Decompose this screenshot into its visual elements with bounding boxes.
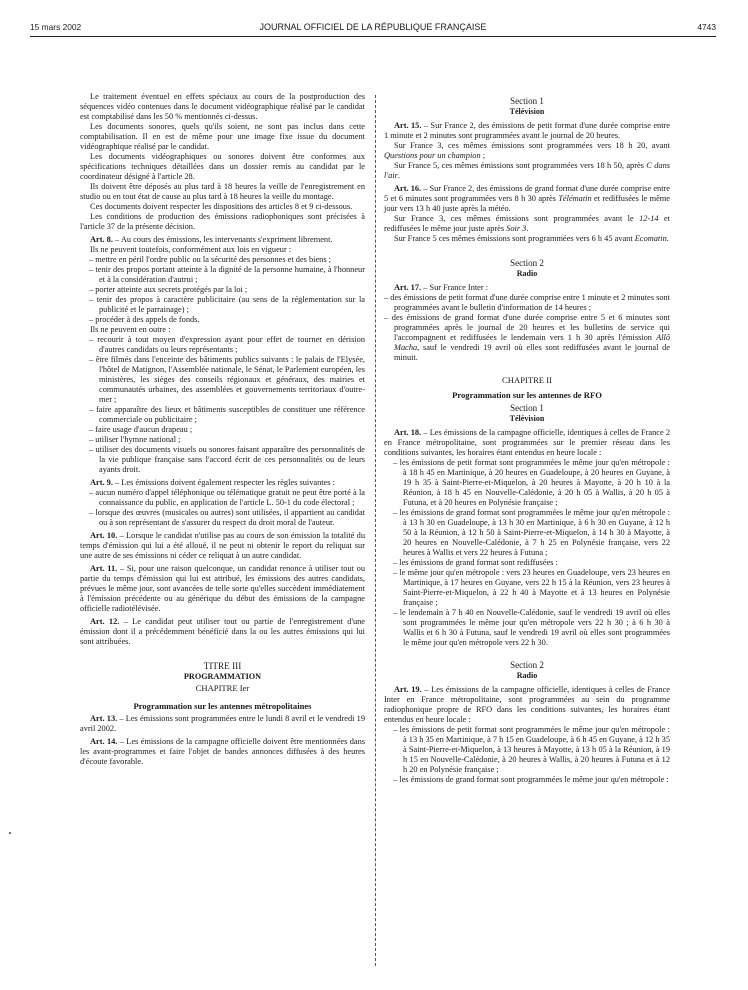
text-run: – Sur France 2, des émissions de grand format d'une durée comprise entre 5 et 6 minutes sont programmées vers 8 h 30 après [384,184,671,203]
page-number: 4743 [697,22,716,32]
programme-title: Télématin [558,194,592,203]
article-label: Art. 18. [394,428,422,437]
list-item: – tenir des propos portant atteinte à la dignité de la personne humaine, à l'honneur et à la considération d'autrui ; [89,265,365,284]
article-label: Art. 14. [90,737,118,746]
article-8-list-1 [80,255,365,325]
header-rule [30,36,716,37]
paragraph: Ils ne peuvent en outre : [90,325,171,334]
programme-title: Ecomatin [634,234,667,243]
article-label: Art. 19. [394,685,422,694]
list-item: – le lendemain à 7 h 40 en Nouvelle-Calédonie, sauf le vendredi 19 avril où elles sont programmées le même jour qu'en métropole vers 22 h 30 ; à 6 h 30 à Wallis et 6 h 30 à Futuna, sauf le vendredi 19 avril où elles sont programmées le même jour qu'en métropole vers 22 h 30. [393,608,670,647]
list-item: – les émissions de grand format sont programmées le même jour qu'en métropole : [393,775,669,784]
right-column [384,92,670,785]
text-run: Sur France 3, ces mêmes émissions sont programmées vers 18 h 20, avant [394,141,670,150]
article-label: Art. 10. [90,531,118,540]
text-run: . [397,171,400,180]
publication-date: 15 mars 2002 [30,22,82,32]
journal-title: JOURNAL OFFICIEL DE LA RÉPUBLIQUE FRANÇAISE [259,22,487,32]
section-subheading: Télévision [509,414,545,423]
article-text: – Les émissions de la campagne officielle, identiques à celles de France 2 en France métropolitaine, sont programmées sur le premier réseau dans les conditions suivantes, les horaires étant entendus en heure locale : [384,428,671,457]
article-13 [80,714,365,734]
section-subheading: Télévision [509,107,545,116]
list-item: – tenir des propos à caractère publicitaire (au sens de la réglementation sur la publicité et le parrainage) ; [89,295,365,314]
text-run: – des émissions de grand format d'une durée comprise entre 5 et 6 minutes sont programmées après le journal de 20 heures et les bulletins de service qui l'accompagnent et rediffusées le lendemain vers 1 h 30 après l'émission [384,313,670,342]
section-heading: Section 2 [510,660,544,670]
list-item: – mettre en péril l'ordre public ou la sécurité des personnes et des biens ; [89,255,332,264]
list-item: – aucun numéro d'appel téléphonique ou télématique gratuit ne peut être porté à la connaissance du public, en application de l'article L. 50-1 du code électoral ; [89,488,365,507]
paragraph: Les documents sonores, quels qu'ils soient, ne sont pas inclus dans cette comptabilisation. Il en est de même pour une image fixe issue du document vidéographique réalisé par le candidat. [80,122,365,151]
chapitre-title: Programmation sur les antennes métropolitaines [133,701,312,711]
article-text: – Lorsque le candidat n'utilise pas au cours de son émission la totalité du temps d'émission qui lui a été alloué, il ne peut ni obtenir le report du reliquat sur une autre de ses émissions ni céder ce reliquat à un autre candidat. [80,531,366,560]
article-9-list [80,488,365,528]
paragraph: Le traitement éventuel en effets spéciaux au cours de la postproduction des séquences vidéo contenues dans le document vidéographique réalisé par le candidat est comptabilisé dans les 50 % mentionnés ci-dessus. [80,92,365,121]
article-label: Art. 12. [90,617,120,626]
margin-mark [9,832,11,834]
article-label: Art. 11. [90,564,118,573]
text-run: . [526,224,529,233]
article-14 [80,737,365,767]
section-heading: Section 2 [510,258,544,268]
list-item [384,313,670,363]
programme-title: Allô Macha [394,333,670,352]
chapitre-title: Programmation sur les antennes de RFO [452,390,602,400]
article-16 [384,184,670,214]
article-19-list [384,725,670,785]
list-item: – lorsque des œuvres (musicales ou autres) sont utilisées, il appartient au candidat ou à son représentant de s'assurer du respect du droit moral de l'auteur. [89,508,365,527]
list-item: – utiliser des documents visuels ou sonores faisant apparaître des personnalités de la vie publique française sans l'accord écrit de ces personnalités ou de leurs ayants droit. [89,445,365,474]
article-18-list [384,458,670,648]
list-item: – porter atteinte aux secrets protégés par la loi ; [89,285,248,294]
list-item: – faire apparaître des lieux et bâtiments susceptibles de constituer une référence commerciale ou publicitaire ; [89,405,365,424]
article-text: – Les émissions de la campagne officielle, identiques à celles de France Inter en France métropolitaine, sont programmées au sein du programme radiophonique propre de RFO dans les conditions suivantes, les horaires étant entendus en heure locale : [384,685,671,724]
list-item: – recourir à tout moyen d'expression ayant pour effet de tourner en dérision d'autres candidats ou leurs représentants ; [89,335,365,354]
paragraph [384,234,670,244]
article-text: – Si, pour une raison quelconque, un candidat renonce à utiliser tout ou partie du temps d'émission qui lui est attribué, les émissions des autres candidats, prévues le même jour, sont avancées de telle sorte qu'elles succèdent immédiatement à l'émission précédente ou au générique du début des émissions de la campagne officielle radiotélévisée. [80,564,365,613]
section-heading: Section 1 [510,403,544,413]
list-item: – le même jour qu'en métropole : vers 23 heures en Guadeloupe, vers 23 heures en Martinique, à 17 heures en Guyane, vers 22 h 15 à la Réunion, vers 23 heures à Saint-Pierre-et-Miquelon, à 22 h 40 à Mayotte et à 13 heures en Polynésie française ; [393,568,670,607]
article-label: Art. 15. [394,121,422,130]
text-run: et rediffusées le même jour vers 13 h 40 juste après la météo. [384,194,670,213]
section-heading: Section 1 [510,96,544,106]
article-8 [80,235,365,245]
list-item: – les émissions de petit format sont programmées le même jour qu'en métropole : à 18 h 45 en Martinique, à 20 heures en Guadeloupe, à 20 heures en Guyane, à 19 h 35 à Saint-Pierre-et-Miquelon, à 20 heures à Mayotte, à 20 h 10 à la Réunion, à 18 h 45 en Nouvelle-Calédonie, à 20 h 05 à Wallis, à 20 h 05 à Futuna, et à 20 heures en Polynésie française ; [393,458,670,507]
list-item: – les émissions de grand format sont programmées le même jour qu'en métropole : à 13 h 30 en Guadeloupe, à 13 h 30 en Martinique, à 6 h 30 en Guyane, à 12 h 50 à la Réunion, à 12 h 50 à Saint-Pierre-et-Miquelon, à 14 h 30 à Mayotte, à 20 heures en Nouvelle-Calédonie, à 7 h 25 en Polynésie française, vers 22 heures à Wallis et vers 22 heures à Futuna ; [393,508,670,557]
article-label: Art. 8. [90,235,113,244]
chapitre-heading: CHAPITRE II [502,375,552,385]
article-12 [80,617,365,647]
article-17 [384,283,670,293]
text-run: ; [480,151,486,160]
text-run: . [666,234,669,243]
article-text: – Au cours des émissions, les intervenants s'expriment librement. [112,235,333,244]
programme-title: 12-14 [639,214,659,223]
text-run: Sur France 3, ces mêmes émissions sont programmées avant le [394,214,640,223]
column-divider [375,95,376,966]
text-run: et rediffusées le même jour juste après [384,214,670,233]
text-run: Sur France 5 ces mêmes émissions sont programmées vers 6 h 45 avant [394,234,635,243]
article-10 [80,531,365,561]
titre-subheading: PROGRAMMATION [183,672,262,681]
article-label: Art. 16. [394,184,422,193]
list-item: – les émissions de grand format sont rediffusées : [393,558,558,567]
programme-title: Questions pour un champion [384,151,481,160]
article-8-list-2 [80,335,365,475]
article-label: Art. 13. [90,714,118,723]
paragraph: Les conditions de production des émissions radiophoniques sont précisées à l'article 37 de la présente décision. [80,212,365,231]
text-run: , sauf le vendredi 19 avril où elles sont rediffusées avant le journal de minuit. [394,343,670,362]
article-label: Art. 17. [394,283,422,292]
list-item: – les émissions de petit format sont programmées le même jour qu'en métropole : à 13 h 35 en Martinique, à 7 h 15 en Guadeloupe, à 6 h 45 en Guyane, à 12 h 35 à Saint-Pierre-et-Miquelon, à 13 heures à Mayotte, à 13 h 05 à la Réunion, à 19 h 15 en Nouvelle-Calédonie, à 20 heures à Wallis, à 20 heures à Futuna et à 12 h 20 en Polynésie française ; [393,725,670,774]
article-19 [384,685,670,725]
article-18 [384,428,670,458]
text-run: Sur France 5, ces mêmes émissions sont programmées vers 18 h 50, après [394,161,647,170]
section-subheading: Radio [516,269,538,278]
article-text: – Sur France 2, des émissions de petit format d'une durée comprise entre 1 minute et 2 minutes sont programmées avant le journal de 20 heures. [384,121,670,140]
list-item: – des émissions de petit format d'une durée comprise entre 1 minute et 2 minutes sont programmées avant le bulletin d'information de 14 heures ; [384,293,670,312]
list-item: – être filmés dans l'enceinte des bâtiments publics suivants : le palais de l'Elysée, l'hôtel de Matignon, l'Assemblée nationale, le Sénat, le Parlement européen, les ministères, les sièges des conseils régionaux et généraux, des mairies et communautés urbaines, des assemblées et gouvernements territoriaux d'outre-mer ; [89,355,365,404]
paragraph: Les documents vidéographiques ou sonores doivent être conformes aux spécifications techniques détaillées dans un dossier remis au candidat par le coordinateur désigné à l'article 28. [80,152,365,181]
section-subheading: Radio [516,671,538,680]
list-item: – utiliser l'hymne national ; [89,435,181,444]
titre-heading: TITRE III [203,661,242,671]
paragraph: Ils ne peuvent toutefois, conformément aux lois en vigueur : [90,245,292,254]
paragraph: Ces documents doivent respecter les dispositions des articles 8 et 9 ci-dessous. [90,202,353,211]
article-9 [80,478,365,488]
list-item: – procéder à des appels de fonds. [89,315,200,324]
article-text: – Les émissions sont programmées entre le lundi 8 avril et le vendredi 19 avril 2002. [80,714,366,733]
article-15 [384,121,670,141]
article-text: – Les émissions de la campagne officielle doivent être mentionnées dans les avant-programmes et faire l'objet de bandes annonces diffusées à des heures d'écoute favorable. [80,737,365,766]
left-column [80,92,365,767]
article-11 [80,564,365,614]
page-header [30,22,716,36]
article-label: Art. 9. [90,478,113,487]
paragraph [384,161,670,181]
article-text: – Le candidat peut utiliser tout ou partie de l'enregistrement d'une émission dont il a précédemment bénéficié dans la ou les autres émissions qui lui sont attribuées. [80,617,365,646]
programme-title: C dans l'air [384,161,670,180]
article-text: – Les émissions doivent également respecter les règles suivantes : [112,478,335,487]
paragraph: Ils doivent être déposés au plus tard à 18 heures la veille de l'enregistrement en studio ou en tout état de cause au plus tard à 18 heures la veille du montage. [80,182,365,201]
list-item: – faire usage d'aucun drapeau ; [89,425,193,434]
programme-title: Soir 3 [506,224,527,233]
chapitre-heading: CHAPITRE Ier [195,683,250,693]
paragraph [384,141,670,161]
paragraph [384,214,670,234]
article-text: – Sur France Inter : [421,283,489,292]
